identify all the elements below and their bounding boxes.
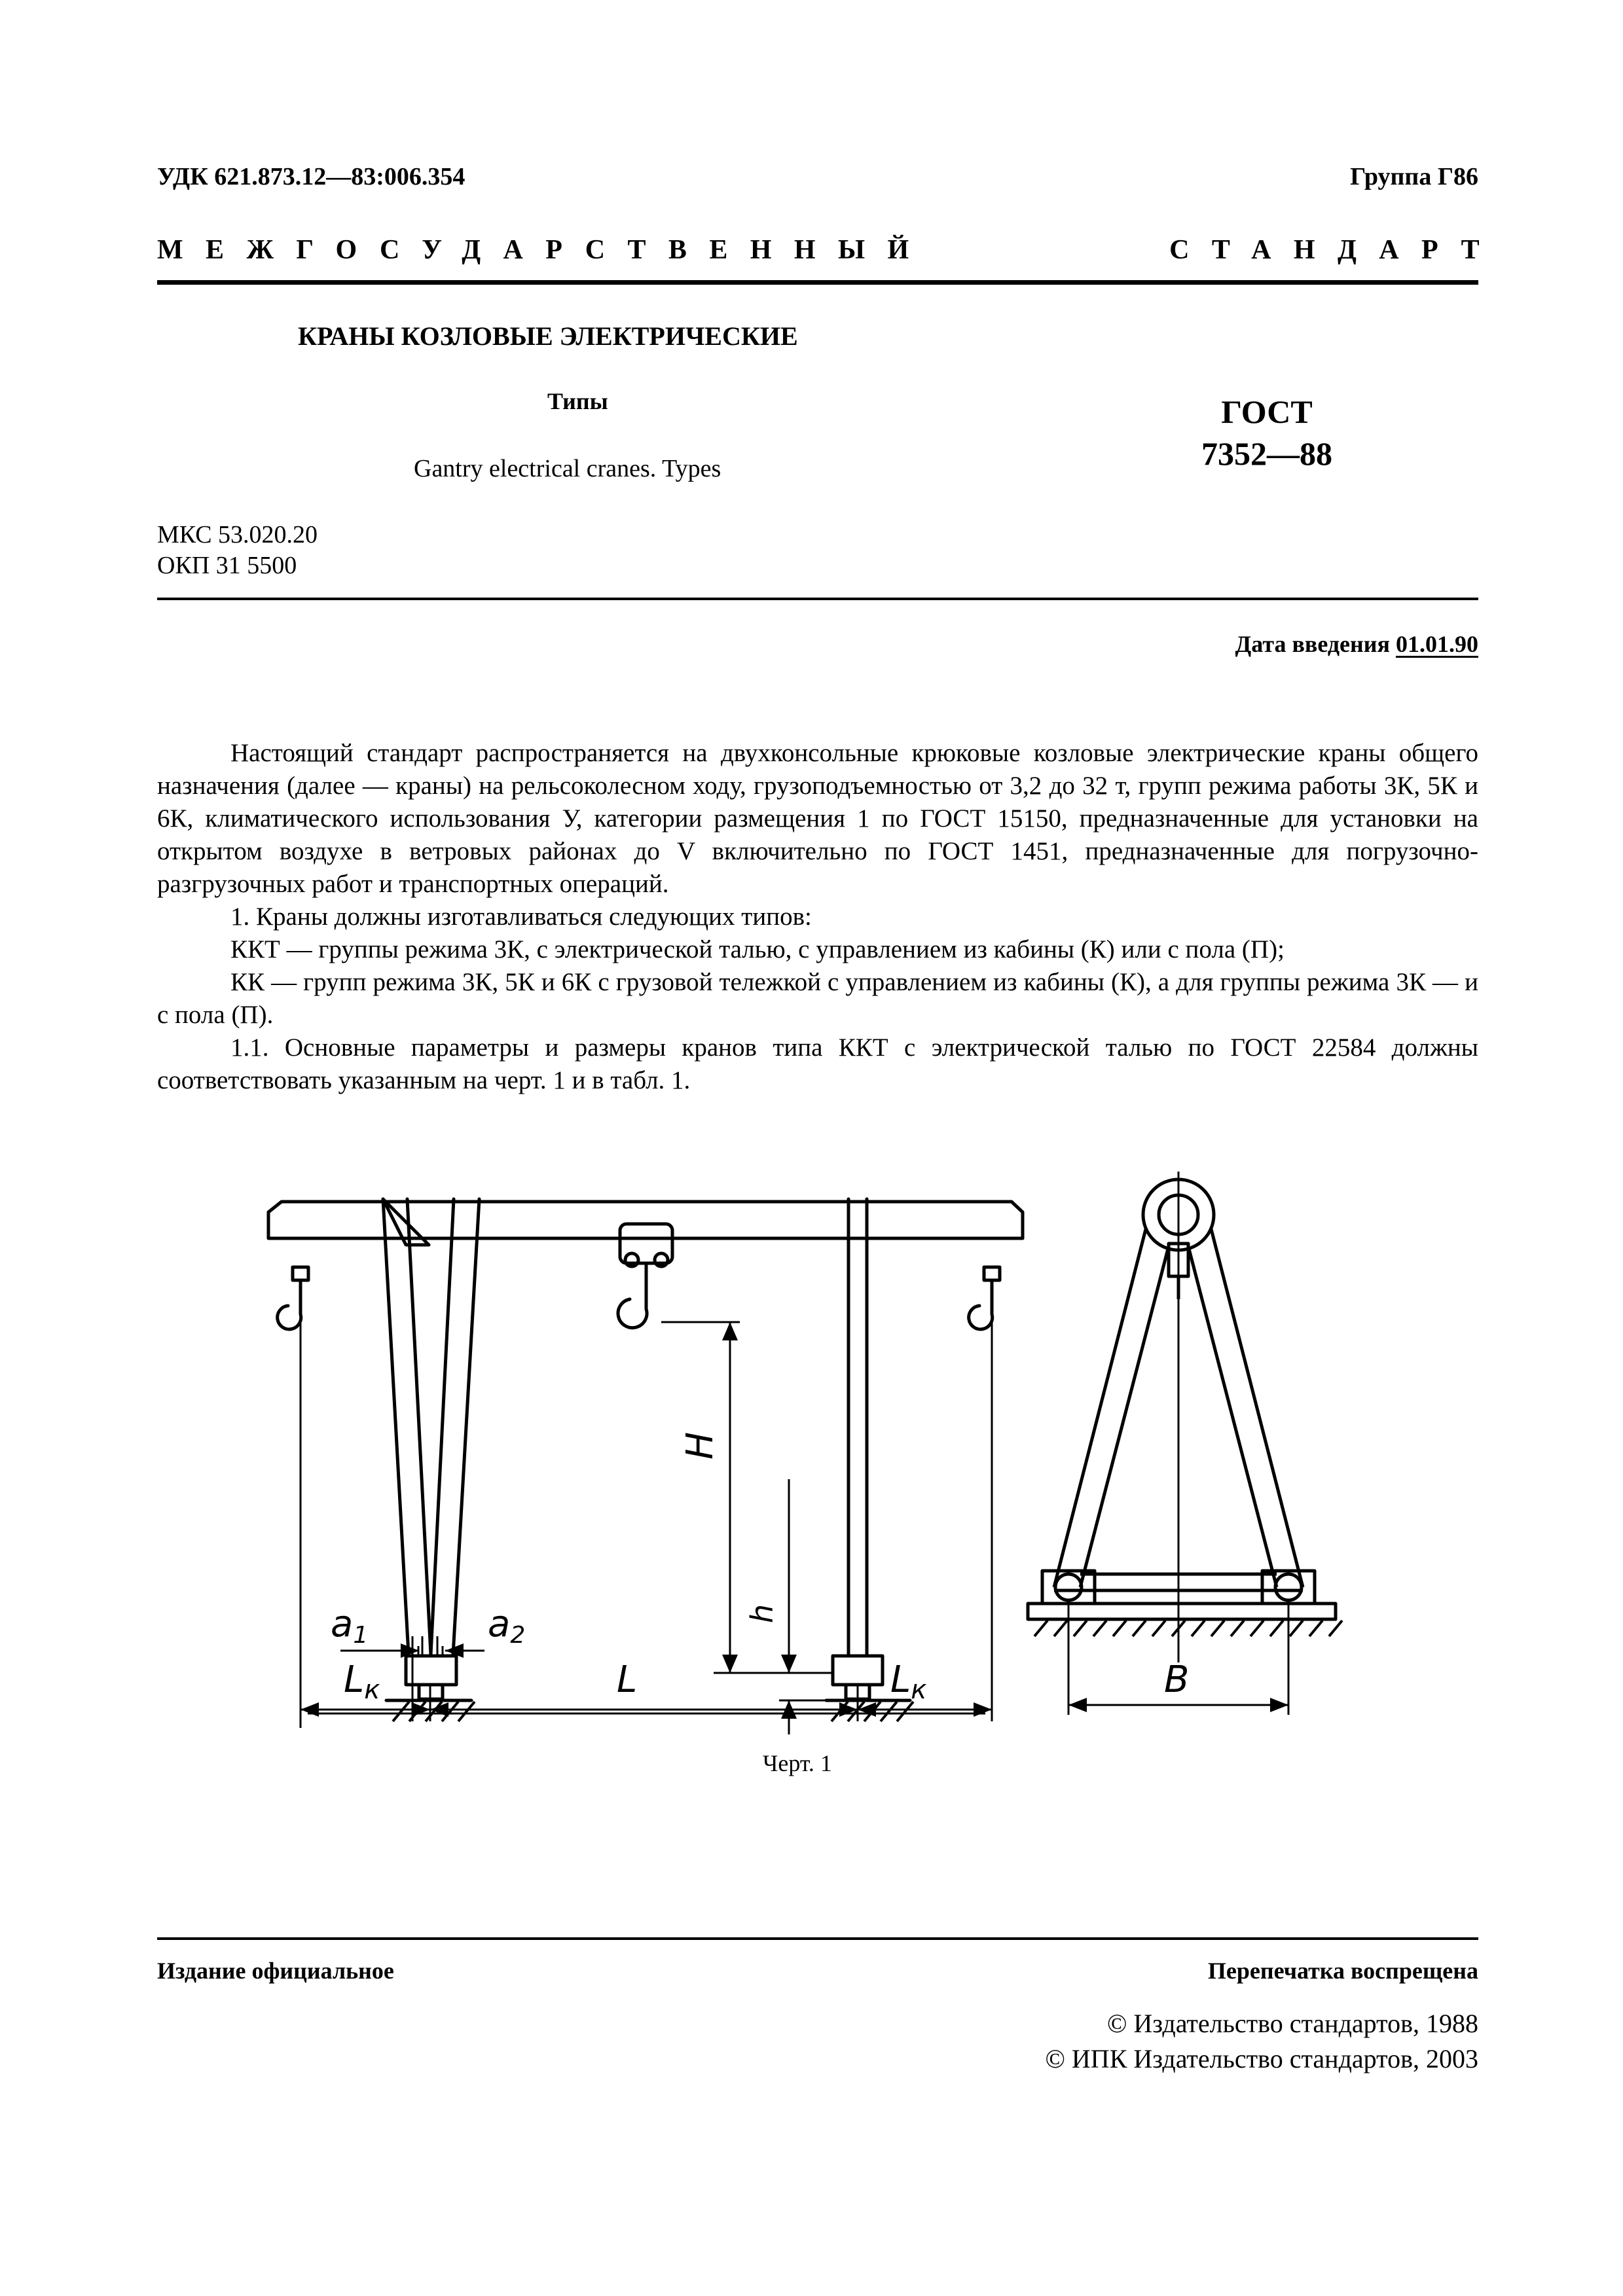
main-hook — [618, 1283, 647, 1328]
paragraph-types: 1. Краны должны изготавливаться следующих типов: — [230, 903, 812, 931]
paragraph-kkt: ККТ — группы режима 3К, с электрической талью, с управлением из кабины (К) или с пола (П); — [230, 935, 1285, 963]
ground-hatch-left — [393, 1702, 475, 1721]
dim-label-h: h — [744, 1604, 780, 1623]
footer-rule — [157, 1937, 1478, 1940]
banner-word-interstate: МЕЖГОСУДАРСТВЕННЫЙ — [157, 235, 932, 265]
paragraph-kk: КК — групп режима 3К, 5К и 6К с грузовой тележкой с управлением из кабины (К), а для группы режима 3К — и с пола (П). — [157, 968, 1478, 1029]
reprint-prohibited: Перепечатка воспрещена — [1207, 1958, 1478, 1984]
banner-word-standard: СТАНДАРТ — [1169, 235, 1502, 265]
intro-date-value: 01.01.90 — [1396, 631, 1478, 657]
side-ground-hatch — [1034, 1621, 1342, 1636]
intro-date-label: Дата введения — [1235, 631, 1390, 657]
paragraph-params: 1.1. Основные параметры и размеры кранов типа ККТ с электрической талью по ГОСТ 22584 должны соответствовать указанным на черт. 1 и в табл. 1. — [157, 1033, 1478, 1094]
hoist-trolley — [620, 1224, 672, 1263]
official-edition: Издание официальное — [157, 1958, 394, 1984]
dim-label-Lk-right: Lк — [890, 1659, 927, 1705]
gost-number: 7352—88 — [1201, 435, 1332, 472]
crane-girder — [268, 1202, 1023, 1238]
mks-code: МКС 53.020.20 — [157, 521, 318, 548]
document-title: КРАНЫ КОЗЛОВЫЕ ЭЛЕКТРИЧЕСКИЕ — [298, 321, 798, 351]
udk-code: УДК 621.873.12—83:006.354 — [157, 163, 465, 190]
dim-label-a2: a2 — [488, 1603, 526, 1649]
gost-label: ГОСТ — [1221, 393, 1313, 430]
paragraph-scope: Настоящий стандарт распространяется на двухконсольные крюковые козловые электрические краны общего назначения (далее — краны) на рельсоколесном ходу, грузоподъемностью от 3,2 до 32 т, групп режима работы 3К, 5К и 6К, климатического использования У, категории размещения 1 по ГОСТ 15150, предназначенные для установки на открытом воздухе в ветровых районах до V включительно по ГОСТ 1451, предназначенные для погрузочно-разгрузочных работ и транспортных операций. — [157, 739, 1478, 898]
okp-code: ОКП 31 5500 — [157, 552, 297, 579]
copyright-2003: © ИПК Издательство стандартов, 2003 — [1045, 2044, 1478, 2073]
document-subtitle: Типы — [547, 388, 608, 414]
left-bogie — [406, 1656, 456, 1685]
dim-label-Lk-left: Lк — [344, 1659, 380, 1705]
dim-label-a1: a1 — [331, 1603, 369, 1649]
dim-label-H: H — [679, 1431, 721, 1460]
right-bogie — [833, 1656, 883, 1685]
copyright-1988: © Издательство стандартов, 1988 — [1106, 2009, 1478, 2038]
english-title: Gantry electrical cranes. Types — [414, 455, 721, 482]
right-cantilever-hook — [969, 1299, 993, 1329]
group-code: Группа Г86 — [1350, 163, 1478, 190]
left-cantilever-hook — [278, 1299, 301, 1329]
dim-label-B: B — [1164, 1659, 1190, 1701]
figure-caption: Черт. 1 — [763, 1750, 832, 1776]
dim-label-L: L — [617, 1659, 638, 1701]
